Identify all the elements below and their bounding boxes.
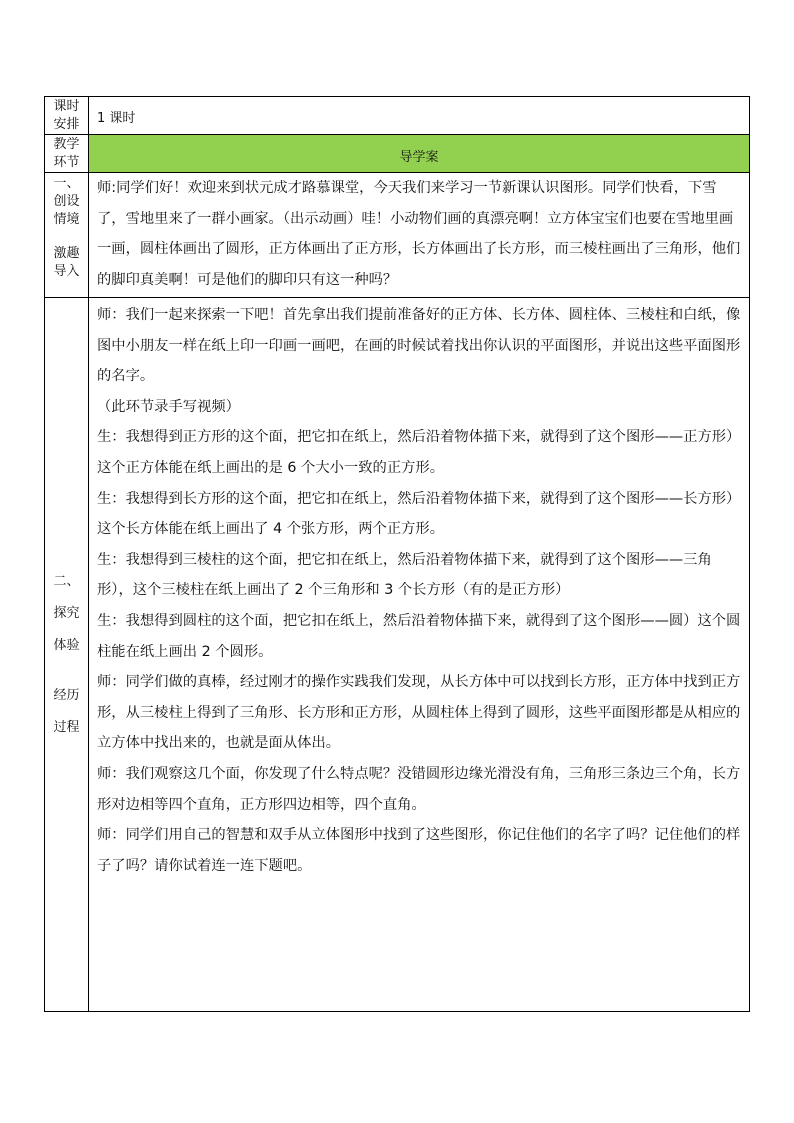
explore-content (89, 298, 749, 881)
guide-plan-title: 导学案 (399, 150, 439, 165)
lesson-plan-table (44, 96, 750, 1012)
intro-row (45, 173, 750, 298)
intro-paragraph: 师:同学们好！欢迎来到状元成才路慕课堂，今天我们来学习一节新课认识图形。同学们快看，下雪了，雪地里来了一群小画家。（出示动画）哇！小动物们画的真漂亮啊！立方体宝宝们也要在雪地里画一画，圆柱体画出了圆形，正方体画出了正方形，长方体画出了长方形，而三棱柱画出了三角形，他们的脚印真美啊！可是他们的脚印只有这一种吗？ (97, 180, 741, 288)
guide-plan-header-cell (89, 135, 750, 173)
explore-paragraph: 生：我想得到三棱柱的这个面，把它扣在纸上，然后沿着物体描下来，就得到了这个图形——三角形），这个三棱柱在纸上画出了 2 个三角形和 3 个长方形（有的是正方形） (97, 551, 712, 599)
class-hours-row (45, 97, 750, 135)
explore-paragraph: 师：同学们做的真棒，经过刚才的操作实践我们发现，从长方体中可以找到长方形，正方体中找到正方形，从三棱柱上得到了三角形、长方形和正方形，从圆柱体上得到了圆形，这些平面图形都是从相应的立方体中找出来的，也就是面从体出。 (97, 674, 741, 752)
explore-label: 二、 探究 体验 经历 过程 (53, 573, 80, 735)
explore-content-cell (89, 298, 750, 1012)
class-hours-value: 1 课时 (97, 111, 136, 126)
explore-paragraph: 生：我想得到正方形的这个面，把它扣在纸上，然后沿着物体描下来，就得到了这个图形——正方形） (97, 429, 741, 446)
teaching-phase-label: 教学 环节 (53, 137, 80, 170)
explore-paragraph: 师：我们一起来探索一下吧！首先拿出我们提前准备好的正方体、长方体、圆柱体、三棱柱和白纸，像图中小朋友一样在纸上印一印画一画吧，在画的时候试着找出你认识的平面图形，并说出这些平面图形的名字。 (97, 307, 741, 385)
explore-paragraph: 生：我想得到圆柱的这个面，把它扣在纸上，然后沿着物体描下来，就得到了这个图形——圆）这个圆柱能在纸上画出 2 个圆形。 (97, 612, 741, 660)
class-hours-label: 课时 安排 (53, 99, 80, 132)
intro-label-cell (45, 173, 89, 298)
class-hours-value-cell (89, 97, 750, 135)
explore-paragraph: 生：我想得到长方形的这个面，把它扣在纸上，然后沿着物体描下来，就得到了这个图形——长方形） (97, 490, 741, 507)
intro-label: 一、 创设 情境 激趣 导入 (53, 176, 80, 279)
teaching-phase-row (45, 135, 750, 173)
explore-paragraph: 这个长方体能在纸上画出了 4 个张方形，两个正方形。 (97, 521, 445, 538)
explore-paragraph: 师：我们观察这几个面，你发现了什么特点呢？没错圆形边缘光滑没有角，三角形三条边三个角，长方形对边相等四个直角，正方形四边相等，四个直角。 (97, 765, 741, 813)
class-hours-label-cell (45, 97, 89, 135)
explore-label-cell (45, 298, 89, 1012)
explore-paragraph: 师：同学们用自己的智慧和双手从立体图形中找到了这些图形，你记住他们的名字了吗？记住他们的样子了吗？请你试着连一连下题吧。 (97, 827, 741, 874)
explore-paragraph: 这个正方体能在纸上画出的是 6 个大小一致的正方形。 (97, 459, 445, 476)
intro-content-cell (89, 173, 750, 298)
explore-row (45, 298, 750, 1012)
teaching-phase-label-cell (45, 135, 89, 173)
explore-paragraph: （此环节录手写视频） (97, 398, 240, 415)
